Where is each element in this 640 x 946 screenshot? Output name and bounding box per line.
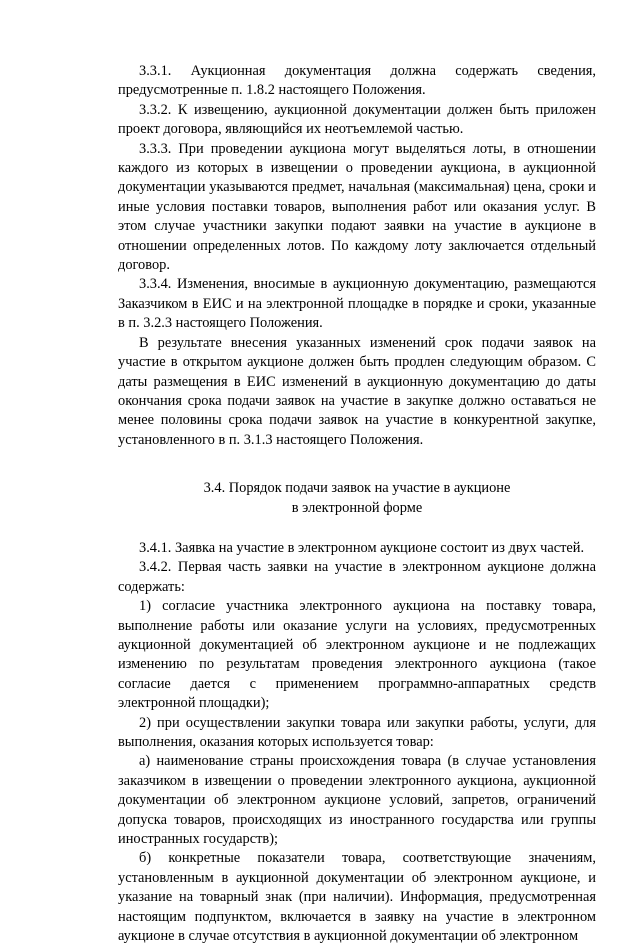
list-item-2a: а) наименование страны происхождения товара (в случае установления заказчиком в извещении о проведении электронного аукциона, аукционной документации об электронном аукционе условий, запретов, ограничений допуска товаров, происходящих из иностранного государства или группы иностранных государств);	[118, 753, 596, 848]
paragraph-3-3-4: 3.3.4. Изменения, вносимые в аукционную документацию, размещаются Заказчиком в ЕИС и на электронной площадке в порядке и сроки, указанные в п. 3.2.3 настоящего Положения.	[118, 276, 596, 332]
paragraph-3-3-1: 3.3.1. Аукционная документация должна содержать сведения, предусмотренные п. 1.8.2 настоящего Положения.	[118, 63, 596, 99]
paragraph-deadline-extension: В результате внесения указанных изменений срок подачи заявок на участие в открытом аукционе должен быть продлен следующим образом. С даты размещения в ЕИС изменений в аукционную документацию до даты окончания срока подачи заявок на участие в закупке должно оставаться не менее половины срока подачи заявок на участие в конкурентной закупке, установленного в п. 3.1.3 настоящего Положения.	[118, 334, 596, 448]
list-item-2b: б) конкретные показатели товара, соответствующие значениям, установленным в аукционной документации об электронном аукционе, и указание на товарный знак (при наличии). Информация, предусмотренная настоящим подпунктом, включается в заявку на участие в электронном аукционе в случае отсутствия в аукционной документации об электронном	[118, 850, 596, 945]
paragraph-3-4-1: 3.4.1. Заявка на участие в электронном аукционе состоит из двух частей.	[139, 539, 585, 556]
document-page	[118, 62, 596, 946]
section-heading-line-1: 3.4. Порядок подачи заявок на участие в аукционе	[203, 480, 511, 497]
section-heading-line-2: в электронной форме	[291, 499, 423, 516]
paragraph-3-4-2: 3.4.2. Первая часть заявки на участие в электронном аукционе должна содержать:	[118, 559, 596, 595]
section-heading-3-4	[118, 479, 596, 518]
list-item-2: 2) при осуществлении закупки товара или закупки работы, услуги, для выполнения, оказания которых используется товар:	[118, 714, 596, 750]
paragraph-3-3-2: 3.3.2. К извещению, аукционной документации должен быть приложен проект договора, являющийся их неотъемлемой частью.	[118, 101, 596, 138]
list-item-1: 1) согласие участника электронного аукциона на поставку товара, выполнение работы или оказание услуги на условиях, предусмотренных аукционной документацией об электронном аукционе и не подлежащих изменению по результатам проведения электронного аукциона (такое согласие дается с применением программно-аппаратных средств электронной площадки);	[118, 598, 596, 712]
paragraph-3-3-3: 3.3.3. При проведении аукциона могут выделяться лоты, в отношении каждого из которых в извещении о проведении аукциона, в аукционной документации указываются предмет, начальная (максимальная) цена, сроки и иные условия поставки товаров, выполнения работ или оказания услуг. В этом случае участники закупки подают заявки на участие в аукционе в отношении определенных лотов. По каждому лоту заключается отдельный договор.	[118, 140, 596, 274]
